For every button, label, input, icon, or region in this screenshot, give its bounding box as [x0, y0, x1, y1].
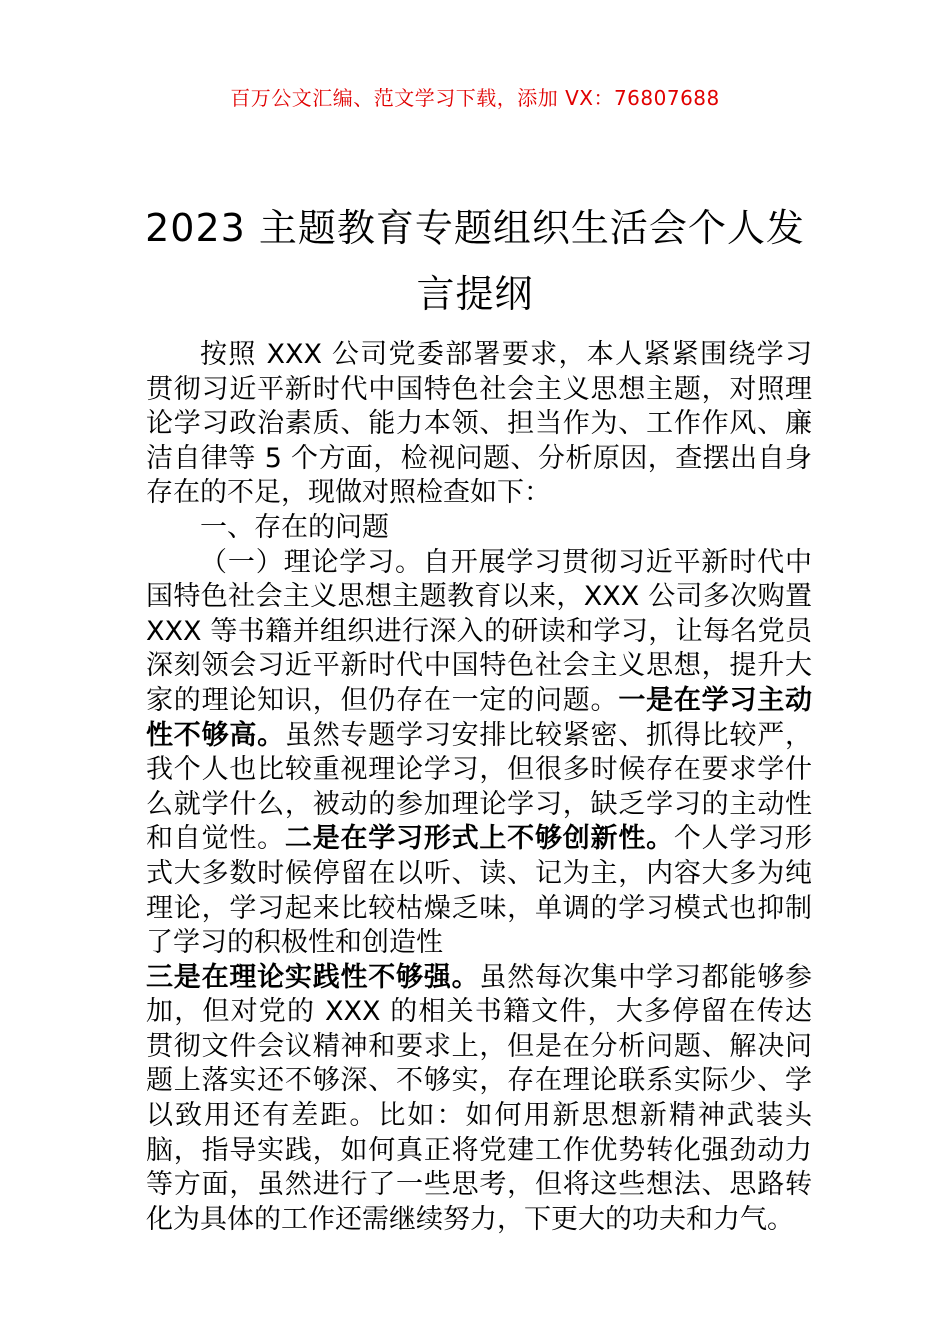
document-body	[146, 338, 812, 1237]
theory-study-text: （一）理论学习。自开展学习贯彻习近平新时代中国特色社会主义思想主题教育以来，XXX 公司多次购置 XXX 等书籍并组织进行深入的研读和学习，让每名党员深刻领会习近平新时代中国特色社会主义思想，提升大家的理论知识，但仍存在一定的问题。	[146, 546, 812, 716]
point-three-text: 虽然每次集中学习都能够参加，但对党的 XXX 的相关书籍文件，大多停留在传达贯彻文件会议精神和要求上，但是在分析问题、解决问题上落实还不够深、不够实，存在理论联系实际少、学以致用还有差距。比如：如何用新思想新精神武装头脑，指导实践，如何真正将党建工作优势转化强劲动力等方面，虽然进行了一些思考，但将这些想法、思路转化为具体的工作还需继续努力，下更大的功夫和力气。	[146, 961, 813, 1235]
document-title: 2023 主题教育专题组织生活会个人发言提纲	[145, 206, 805, 317]
point-two-text: 个人学习形式大多数时候停留在以听、读、记为主，内容大多为纯理论，学习起来比较枯燥乏味，单调的学习模式也抑制了学习的积极性和创造性	[146, 823, 813, 959]
intro-paragraph: 按照 XXX 公司党委部署要求，本人紧紧围绕学习贯彻习近平新时代中国特色社会主义思想主题，对照理论学习政治素质、能力本领、担当作为、工作作风、廉洁自律等 5 个方面，检视问题、分析原因，查摆出自身存在的不足，现做对照检查如下：	[146, 339, 812, 509]
section-heading: 一、存在的问题	[200, 511, 389, 543]
point-two-heading: 二是在学习形式上不够创新性。	[284, 823, 674, 855]
point-one-text: 虽然专题学习安排比较紧密、抓得比较严，我个人也比较重视理论学习，但很多时候存在要求学什么就学什么，被动的参加理论学习，缺乏学习的主动性和自觉性。	[146, 719, 813, 855]
point-three-heading: 三是在理论实践性不够强。	[146, 961, 480, 993]
point-one-heading: 一是在学习主动性不够高。	[146, 684, 813, 751]
header-watermark: 百万公文汇编、范文学习下载，添加 VX：76807688	[230, 86, 720, 110]
theory-study-paragraph	[146, 546, 812, 1238]
